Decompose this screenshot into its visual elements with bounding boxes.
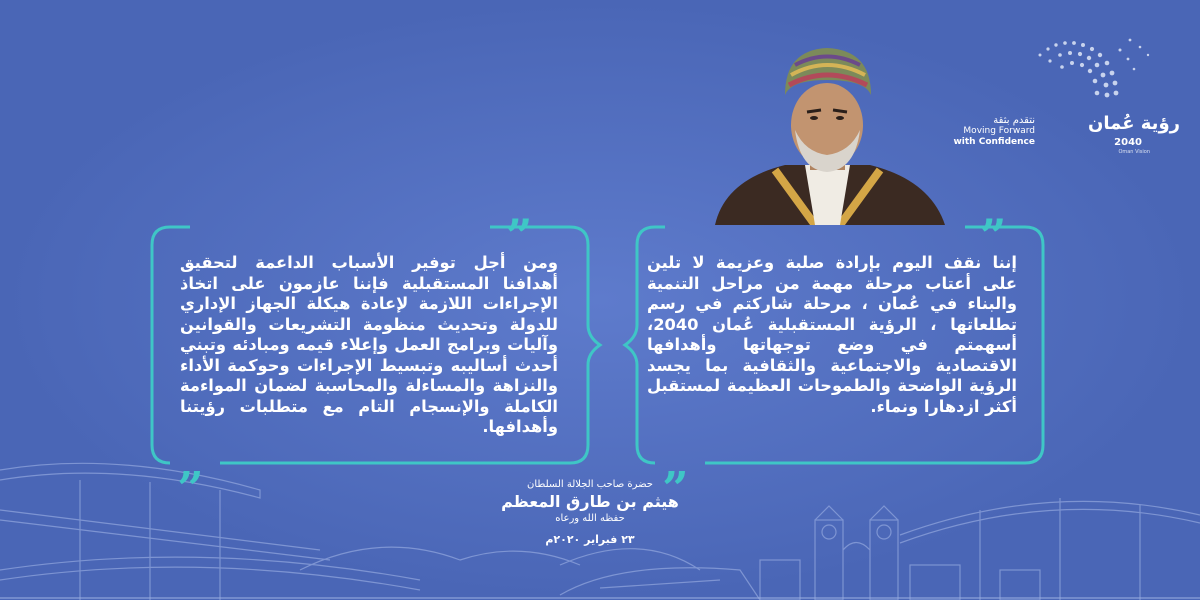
quote-text-right: إننا نقف اليوم بإرادة صلبة وعزيمة لا تلين على أعتاب مرحلة مهمة من مراحل التنمية والبناء في عُمان ، مرحلة شاركتم في رسم تطلعاتها ، الرؤية المستقبلية عُمان 2040، أسهمتم في وضع توجهاتها وأهدافها الاقتصادية والاجتماعية والثقافية بما يجسد الرؤية الواضحة والطموحات العظيمة لمستقبل أكثر ازدهارا ونماء. <box>647 253 1017 416</box>
quote-close-mark-left: „ <box>178 435 205 489</box>
quote-open-mark-right: ” <box>980 209 1007 263</box>
forward-english-line1: Moving Forward <box>963 126 1035 136</box>
vision-year: 2040 <box>1114 137 1142 148</box>
oman-vision-2040-logo-icon <box>1020 95 1180 175</box>
quote-open-mark-left: ” <box>506 209 533 263</box>
vision-title: رؤية عُمان <box>1088 113 1180 134</box>
signature-prayer: حفظه الله ورعاه <box>555 513 625 524</box>
quote-box-left <box>150 209 590 489</box>
signature-title: حضرة صاحب الجلالة السلطان <box>527 479 653 490</box>
quote-box-right <box>625 209 1045 489</box>
signature-block <box>480 478 700 548</box>
quote-close-mark-right: „ <box>663 435 690 489</box>
forward-arabic-text: نتقدم بثقة <box>993 115 1035 126</box>
signature-name: هيثم بن طارق المعظم <box>501 492 679 511</box>
quote-text-left: ومن أجل توفير الأسباب الداعمة لتحقيق أهدافنا المستقبلية فإننا عازمون على اتخاذ الإجراءات اللازمة لإعادة هيكلة الجهاز الإداري للدولة وتحديث منظومة التشريعات والقوانين وآليات وبرامج العمل وإعلاء قيمه ومبادئه وتبني أحدث أساليبه وتبسيط الإجراءات وحوكمة الأداء والنزاهة والمساءلة والمحاسبة لضمان المواءمة الكاملة والإنسجام التام مع متطلبات رؤيتنا وأهدافها. <box>180 253 558 436</box>
moving-forward-logo <box>905 115 1035 148</box>
forward-english-line2: with Confidence <box>953 137 1035 147</box>
vision-swirl-icon <box>1020 35 1180 115</box>
vision-subtitle: Oman Vision <box>1118 149 1150 155</box>
signature-date: ٢٣ فبراير ٢٠٢٠م <box>545 533 635 546</box>
